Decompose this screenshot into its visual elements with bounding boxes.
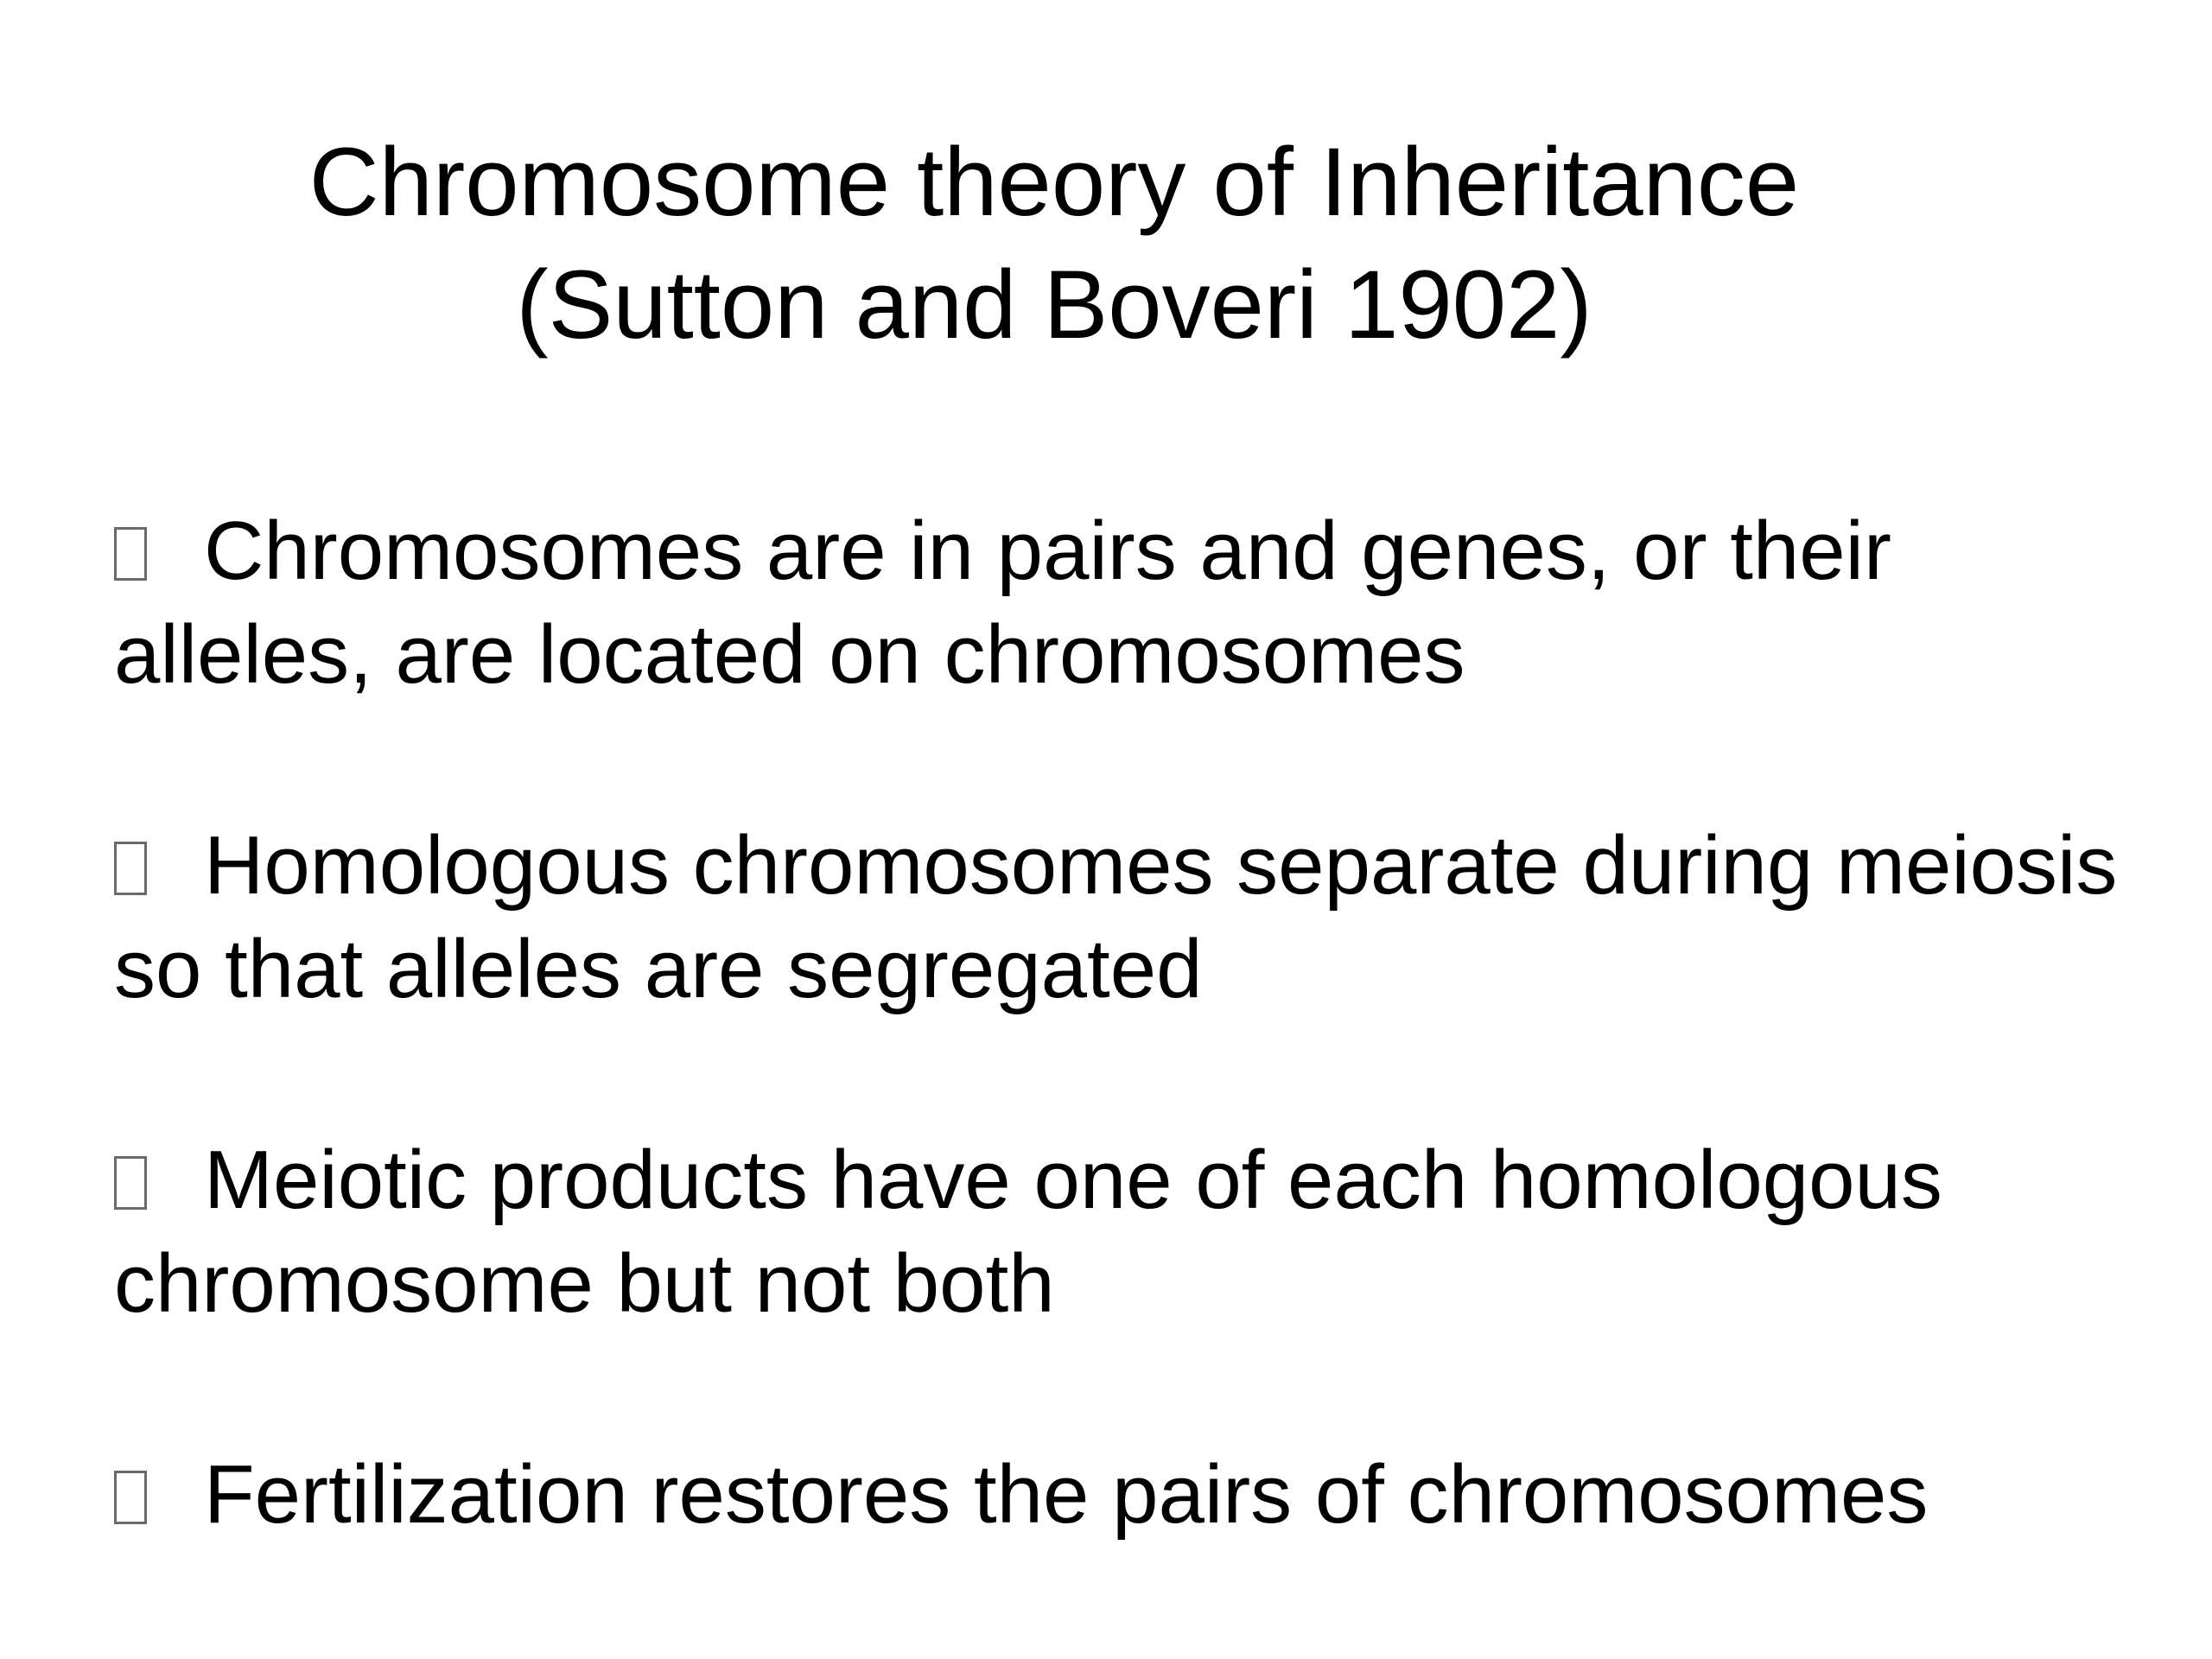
missing-glyph-box-icon: [114, 1156, 147, 1210]
bullet-item: [114, 1443, 2119, 1547]
missing-glyph-box-icon: [114, 842, 147, 895]
bullet-text: Chromosomes are in pairs and genes, or their alleles, are located on chromosomes: [114, 505, 1891, 701]
bullet-text: Meiotic products have one of each homologous chromosome but not both: [114, 1134, 1942, 1330]
bullet-item: [114, 499, 2119, 707]
missing-glyph-box-icon: [114, 1471, 147, 1524]
bullet-list: [114, 499, 2119, 1654]
slide-title: [138, 121, 1970, 366]
bullet-text: Fertilization restores the pairs of chromosomes: [204, 1448, 1929, 1541]
bullet-item: [114, 1128, 2119, 1336]
bullet-item: [114, 814, 2119, 1021]
title-line-2: (Sutton and Boveri 1902): [516, 251, 1592, 359]
missing-glyph-box-icon: [114, 527, 147, 581]
title-line-1: Chromosome theory of Inheritance: [308, 128, 1800, 236]
bullet-text: Homologous chromosomes separate during meiosis so that alleles are segregated: [114, 819, 2118, 1015]
